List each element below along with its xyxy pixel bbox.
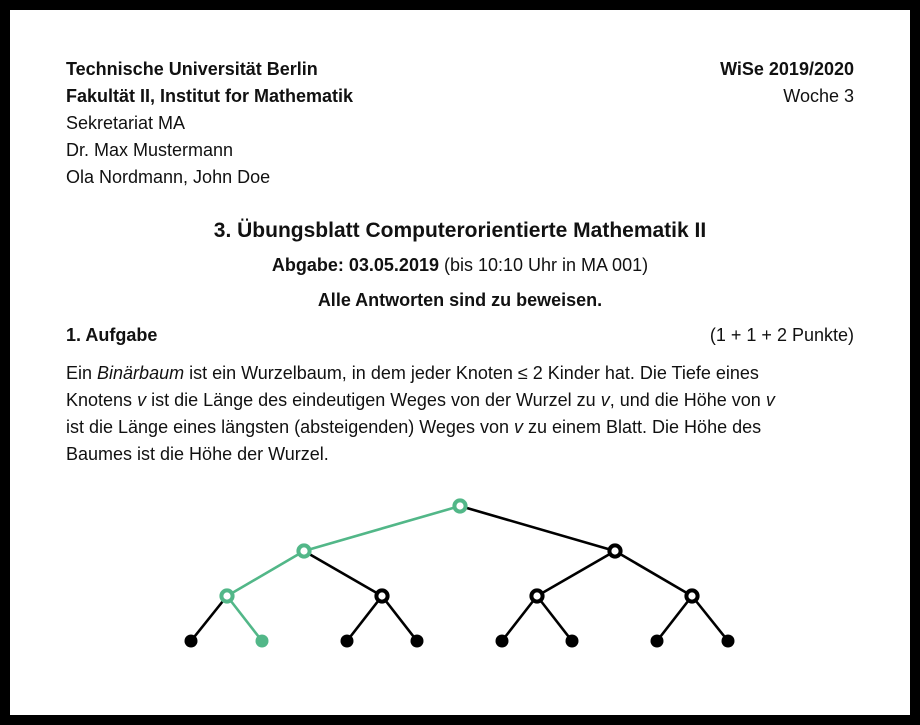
document-header [66, 56, 854, 191]
tree-node-n2c [531, 590, 542, 601]
faculty-name: Fakultät II, Institut for Mathematik [66, 86, 354, 106]
tree-node-l8 [722, 635, 735, 648]
due-line [66, 251, 854, 279]
task-text-line-2: Knotens v ist die Länge des eindeutigen Weges von der Wurzel zu v, und die Höhe von v [66, 390, 775, 410]
tree-node-l3 [341, 635, 354, 648]
tree-edge-n2c-l5 [502, 596, 537, 641]
tree-node-n1l [298, 545, 309, 556]
tree-node-l6 [566, 635, 579, 648]
due-date: Abgabe: 03.05.2019 [271, 255, 439, 275]
semester-line: WiSe 2019/2020 [720, 59, 854, 79]
tree-node-l7 [651, 635, 664, 648]
tree-edge-n2d-l8 [692, 596, 728, 641]
office-line: Sekretariat MA [66, 113, 186, 133]
assistants-line: Ola Nordmann, John Doe [66, 167, 271, 187]
tree-node-n2d [686, 590, 697, 601]
sheet-title: 3. Übungsblatt Computerorientierte Mathematik II [213, 219, 707, 242]
var-v: v [765, 390, 775, 410]
task-heading: 1. Aufgabe [66, 325, 158, 345]
lecturer-line: Dr. Max Mustermann [66, 140, 234, 160]
week-line: Woche 3 [783, 86, 854, 106]
task-text-line-3: ist die Länge eines längsten (absteigenden) Weges von v zu einem Blatt. Die Höhe des [66, 417, 762, 437]
task-header-row [66, 321, 854, 349]
tree-edge-n2d-l7 [657, 596, 692, 641]
institution-name: Technische Universität Berlin [66, 59, 318, 79]
tree-edge-n2b-l3 [347, 596, 382, 641]
header-left-block [66, 56, 353, 191]
task-points: (1 + 1 + 2 Punkte) [709, 325, 854, 345]
document-page [10, 10, 910, 715]
tree-edge-n1r-n2c [537, 551, 615, 596]
tree-node-l5 [496, 635, 509, 648]
due-details: (bis 10:10 Uhr in MA 001) [438, 255, 649, 275]
tree-edge-root-n1l [304, 506, 460, 551]
tree-edge-n2a-l2 [227, 596, 262, 641]
tree-edge-n1r-n2d [615, 551, 692, 596]
tree-edge-n2c-l6 [537, 596, 572, 641]
tree-node-n2a [221, 590, 232, 601]
tree-node-n1r [609, 545, 620, 556]
tree-node-n2b [376, 590, 387, 601]
tree-edge-n2a-l1 [191, 596, 227, 641]
tree-edge-n1l-n2a [227, 551, 304, 596]
tree-node-l1 [185, 635, 198, 648]
document-content [10, 10, 910, 468]
var-v: v [137, 390, 147, 410]
tree-edge-n2b-l4 [382, 596, 417, 641]
task-text [66, 360, 854, 468]
tree-edge-n1l-n2b [304, 551, 382, 596]
tree-node-l2 [256, 635, 269, 648]
term-binaerbaum: Binärbaum [97, 363, 185, 383]
tree-node-l4 [411, 635, 424, 648]
tree-edge-root-n1r [460, 506, 615, 551]
tree-node-root [454, 500, 465, 511]
header-right-block [720, 56, 854, 191]
task-text-line-1: Ein Binärbaum ist ein Wurzelbaum, in dem jeder Knoten ≤ 2 Kinder hat. Die Tiefe eines [66, 363, 759, 383]
task-text-line-4: Baumes ist die Höhe der Wurzel. [66, 444, 329, 464]
var-v: v [513, 417, 523, 437]
note-line: Alle Antworten sind zu beweisen. [317, 290, 603, 310]
var-v: v [600, 390, 610, 410]
